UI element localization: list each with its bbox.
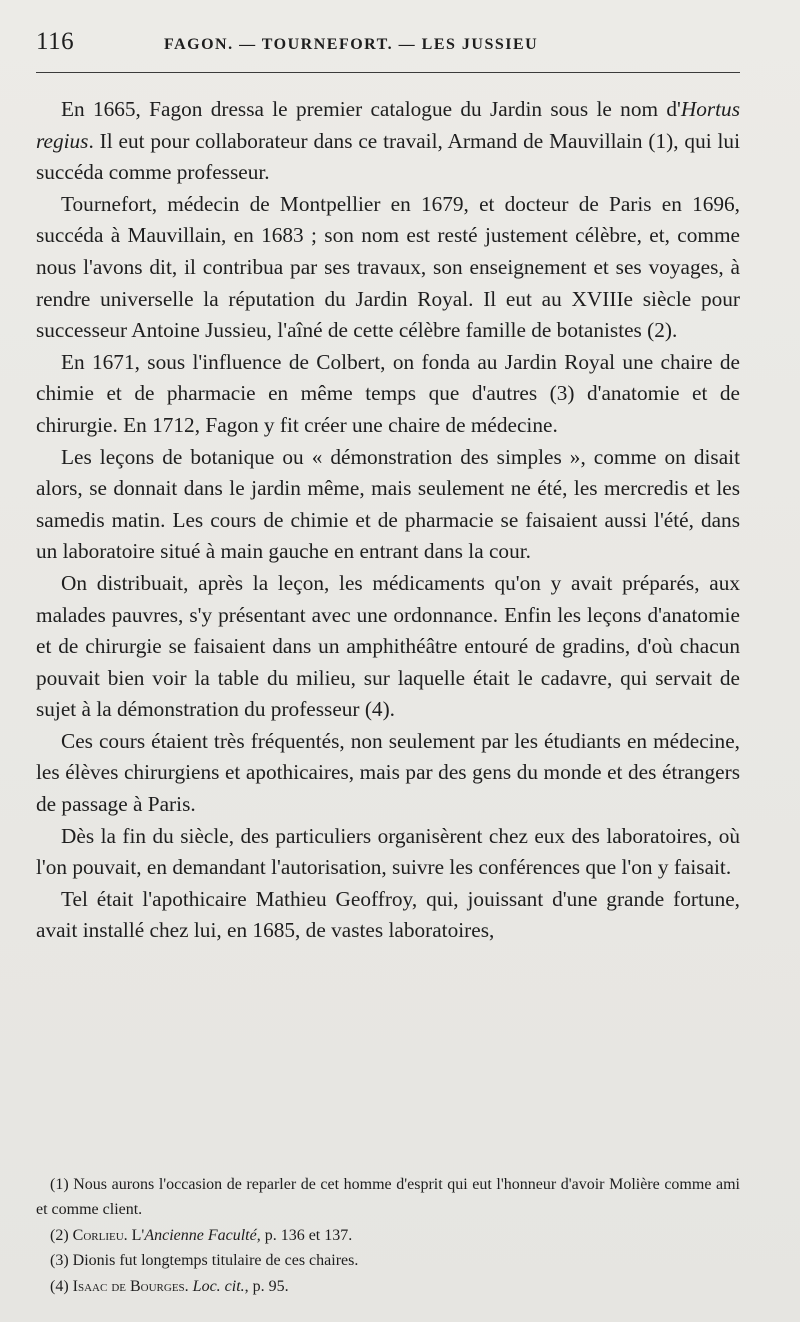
- paragraph: En 1671, sous l'influence de Colbert, on fonda au Jardin Royal une chaire de chimie et de pharmacie en même temps que d'autres (3) d'anatomie et de chirurgie. En 1712, Fagon y fit créer une chaire de médecine.: [36, 349, 740, 437]
- paragraph: Tel était l'apothicaire Mathieu Geoffroy, qui, jouissant d'une grande fortune, avait installé chez lui, en 1685, de vastes laboratoires,: [36, 886, 740, 943]
- paragraph-text: . Il eut pour collaborateur dans ce travail, Armand de Mauvillain (1), qui lui succéda comme professeur.: [36, 128, 740, 185]
- footnote: (3) Dionis fut longtemps titulaire de ces chaires.: [50, 1252, 359, 1270]
- paragraph-text: En 1665, Fagon dressa le premier catalogue du Jardin sous le nom d': [61, 97, 681, 121]
- footnote: (1) Nous aurons l'occasion de reparler de cet homme d'esprit qui eut l'honneur d'avoir Molière comme ami et comme client.: [36, 1176, 740, 1219]
- paragraph: On distribuait, après la leçon, les médicaments qu'on y avait préparés, aux malades pauvres, s'y présentant avec une ordonnance. Enfin les leçons d'anatomie et de chirurgie se faisaient dans un amphithéâtre entouré de gradins, d'où chacun pouvait bien voir la table du milieu, sur laquelle était le cadavre, qui servait de sujet à la démonstration du professeur (4).: [36, 570, 740, 722]
- paragraph: Dès la fin du siècle, des particuliers organisèrent chez eux des laboratoires, où l'on pouvait, en demandant l'autorisation, suivre les conférences que l'on y faisait.: [36, 823, 740, 880]
- footnote-number: (4): [50, 1277, 73, 1295]
- paragraph: Ces cours étaient très fréquentés, non seulement par les étudiants en médecine, les élèves chirurgiens et apothicaires, mais par des gens du monde et des étrangers de passage à Paris.: [36, 728, 740, 817]
- footnote: [36, 1223, 740, 1248]
- footnote-title: Ancienne Faculté: [144, 1226, 257, 1244]
- footnote-title: Loc. cit.: [192, 1277, 245, 1295]
- footnotes: [36, 1172, 740, 1299]
- footnote-text: , p. 95.: [244, 1277, 289, 1295]
- page-header: [36, 28, 740, 68]
- paragraph: Tournefort, médecin de Montpellier en 1679, et docteur de Paris en 1696, succéda à Mauvillain, en 1683 ; son nom est resté justement célèbre, et, comme nous l'avons dit, il contribua par ses travaux, son enseignement et ses voyages, à rendre universelle la réputation du Jardin Royal. Il eut au XVIIIe siècle pour successeur Antoine Jussieu, l'aîné de cette célèbre famille de botanistes (2).: [36, 191, 740, 343]
- footnote: [36, 1274, 740, 1299]
- footnote-text: . L': [123, 1226, 145, 1244]
- footnote-author: Corlieu: [72, 1226, 124, 1244]
- footnote-author: Isaac de Bourges: [72, 1277, 185, 1295]
- header-rule: [36, 72, 740, 73]
- paragraph: [36, 94, 740, 189]
- footnote-number: (2): [50, 1226, 73, 1244]
- main-text: [36, 94, 740, 947]
- page-number: 116: [36, 28, 75, 55]
- footnote-text: .: [184, 1277, 193, 1295]
- italic-title: Hortus regius: [36, 97, 740, 153]
- paragraph: Les leçons de botanique ou « démonstration des simples », comme on disait alors, se donnait dans le jardin même, mais seulement ne été, les mercredis et les samedis matin. Les cours de chimie et de pharmacie se faisaient aussi l'été, dans un laboratoire situé à main gauche en entrant dans la cour.: [36, 444, 740, 564]
- running-title: FAGON. — TOURNEFORT. — LES JUSSIEU: [164, 36, 539, 53]
- footnote-text: , p. 136 et 137.: [256, 1226, 353, 1244]
